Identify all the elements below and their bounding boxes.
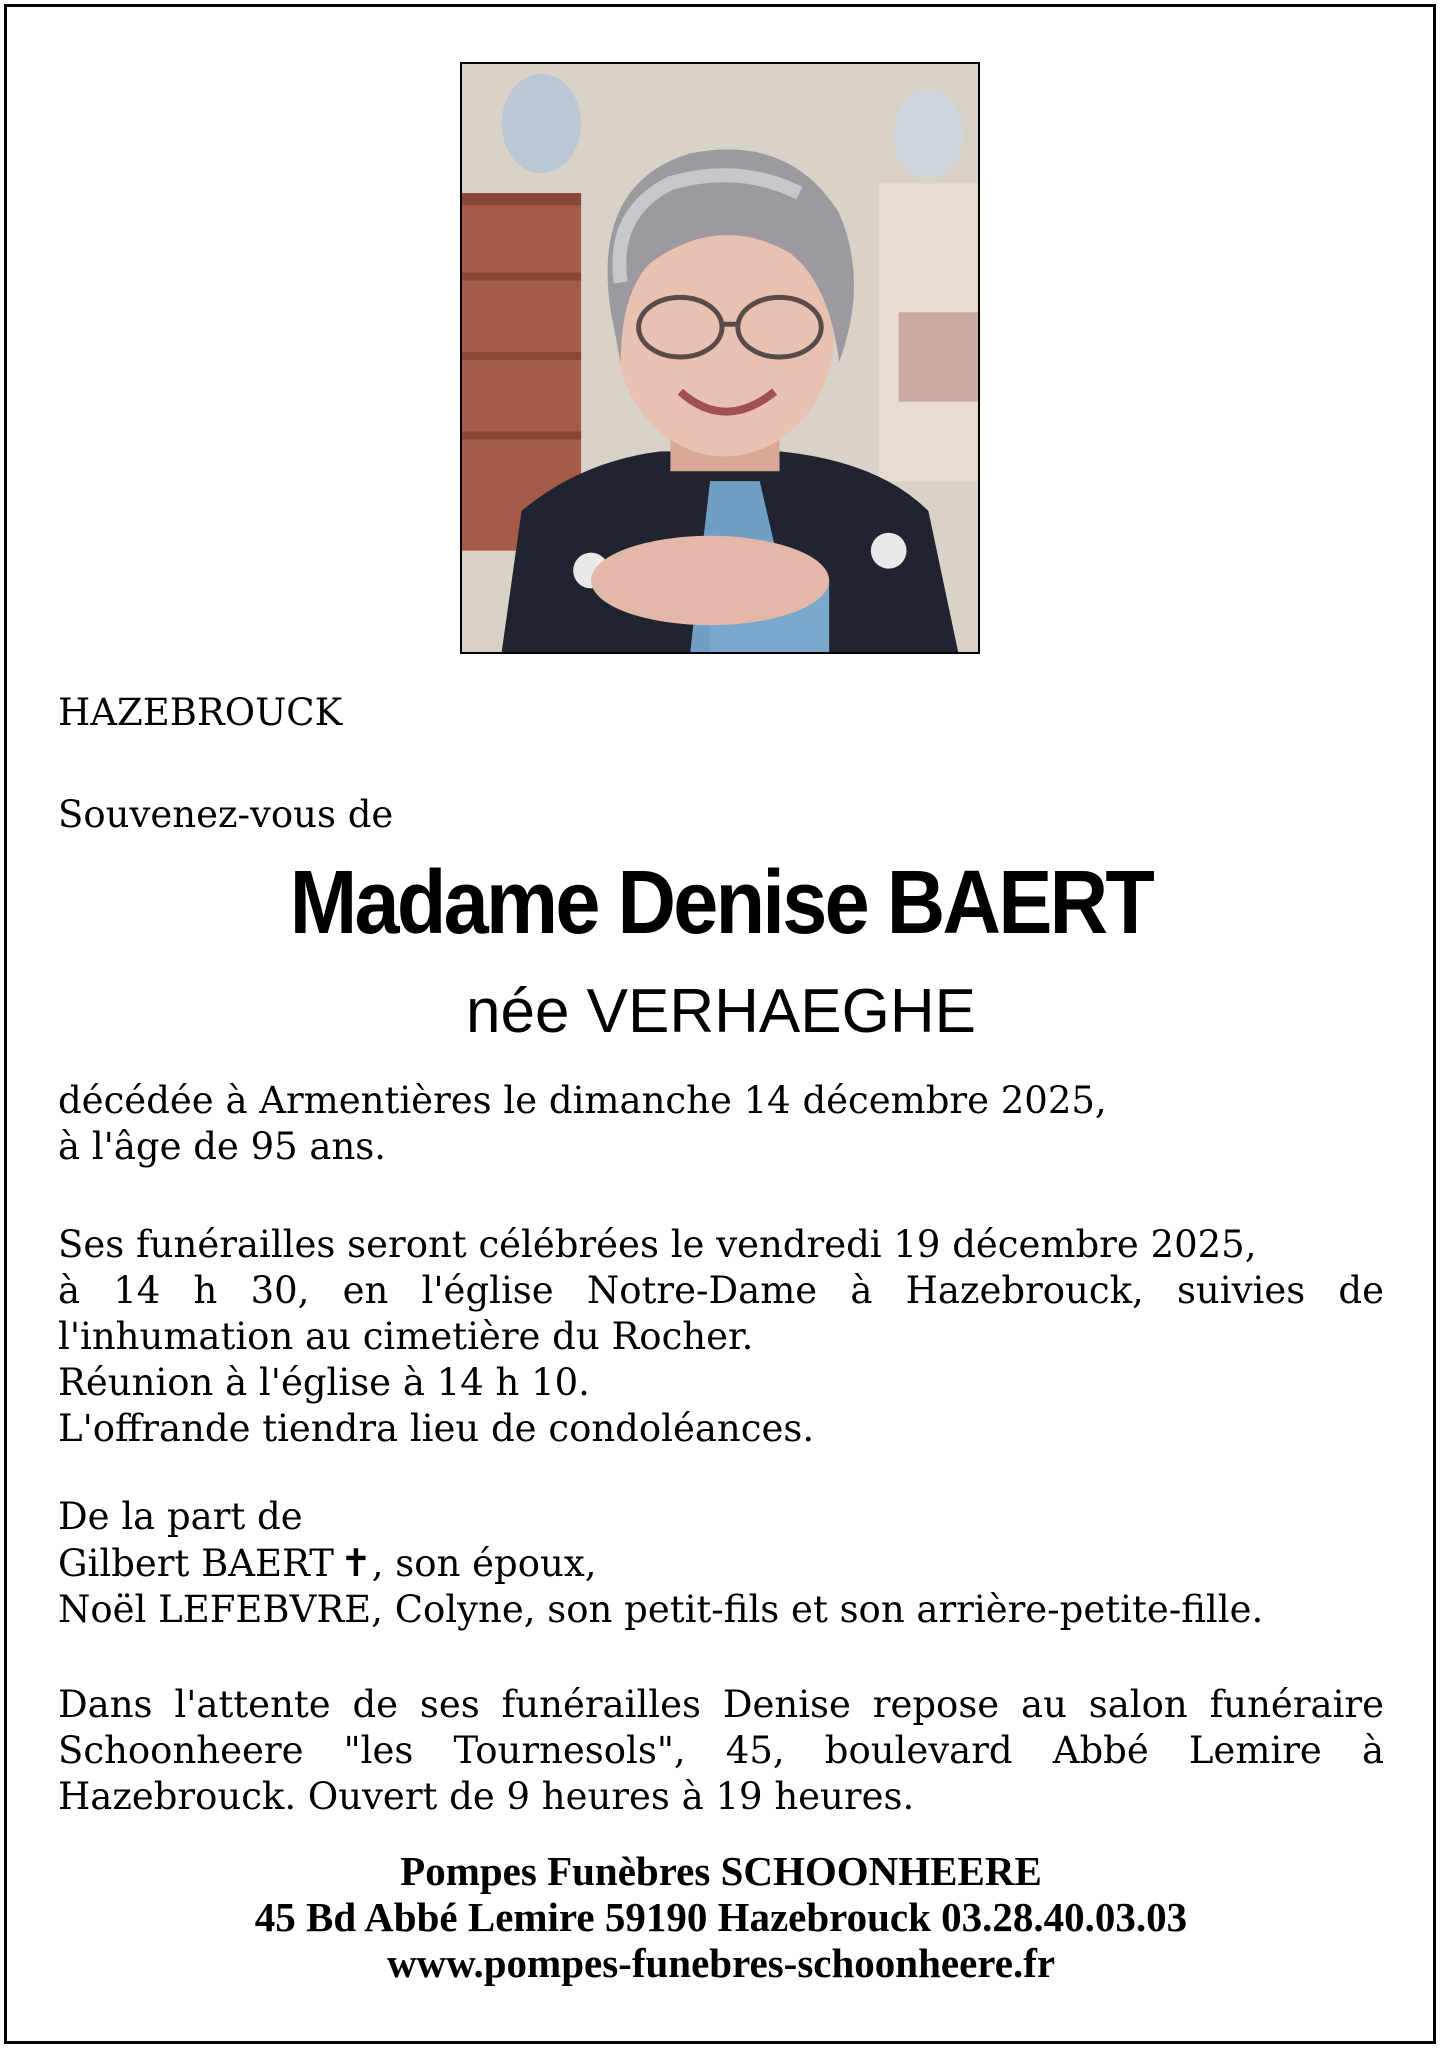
funeral-home-address: 45 Bd Abbé Lemire 59190 Hazebrouck 03.28.40.03.03 [254, 1894, 1188, 1940]
portrait-illustration [462, 64, 978, 652]
spouse-name: Gilbert BAERT [58, 1542, 334, 1585]
age-line: à l'âge de 95 ans. [58, 1125, 387, 1168]
viewing-info: Dans l'attente de ses funérailles Denise repose au salon funéraire Schoonheere "les Tournesols", 45, boulevard Abbé Lemire à Hazebrouck. Ouvert de 9 heures à 19 heures. [58, 1683, 1384, 1818]
family-member-grandchildren: Noël LEFEBVRE, Colyne, son petit-fils et son arrière-petite-fille. [58, 1588, 1264, 1631]
intro-text: Souvenez-vous de [58, 793, 394, 836]
offering-line: L'offrande tiendra lieu de condoléances. [58, 1407, 815, 1450]
portrait-photo [460, 62, 980, 654]
family-member-spouse [58, 1540, 1384, 1587]
city-heading: HAZEBROUCK [58, 691, 343, 734]
family-intro: De la part de [58, 1495, 303, 1538]
funeral-date-line: Ses funérailles seront célébrées le vendredi 19 décembre 2025, [58, 1223, 1257, 1266]
meeting-line: Réunion à l'église à 14 h 10. [58, 1361, 590, 1404]
funeral-home-name: Pompes Funèbres SCHOONHEERE [400, 1848, 1042, 1894]
death-notice [58, 1078, 1384, 1170]
cross-icon: ✝ [339, 1541, 372, 1585]
funeral-home-website: www.pompes-funebres-schoonheere.fr [386, 1940, 1056, 1986]
maiden-name: née VERHAEGHE [466, 977, 976, 1046]
funeral-place-line: à 14 h 30, en l'église Notre-Dame à Hazebrouck, suivies de l'inhumation au cimetière du Rocher. [58, 1269, 1384, 1358]
funeral-details [58, 1222, 1384, 1452]
spouse-relation: , son époux, [371, 1542, 597, 1585]
death-line: décédée à Armentières le dimanche 14 décembre 2025, [58, 1079, 1107, 1122]
deceased-name: Madame Denise BAERT [289, 853, 1153, 953]
funeral-home-footer [0, 1848, 1442, 1986]
family-section [58, 1494, 1384, 1633]
